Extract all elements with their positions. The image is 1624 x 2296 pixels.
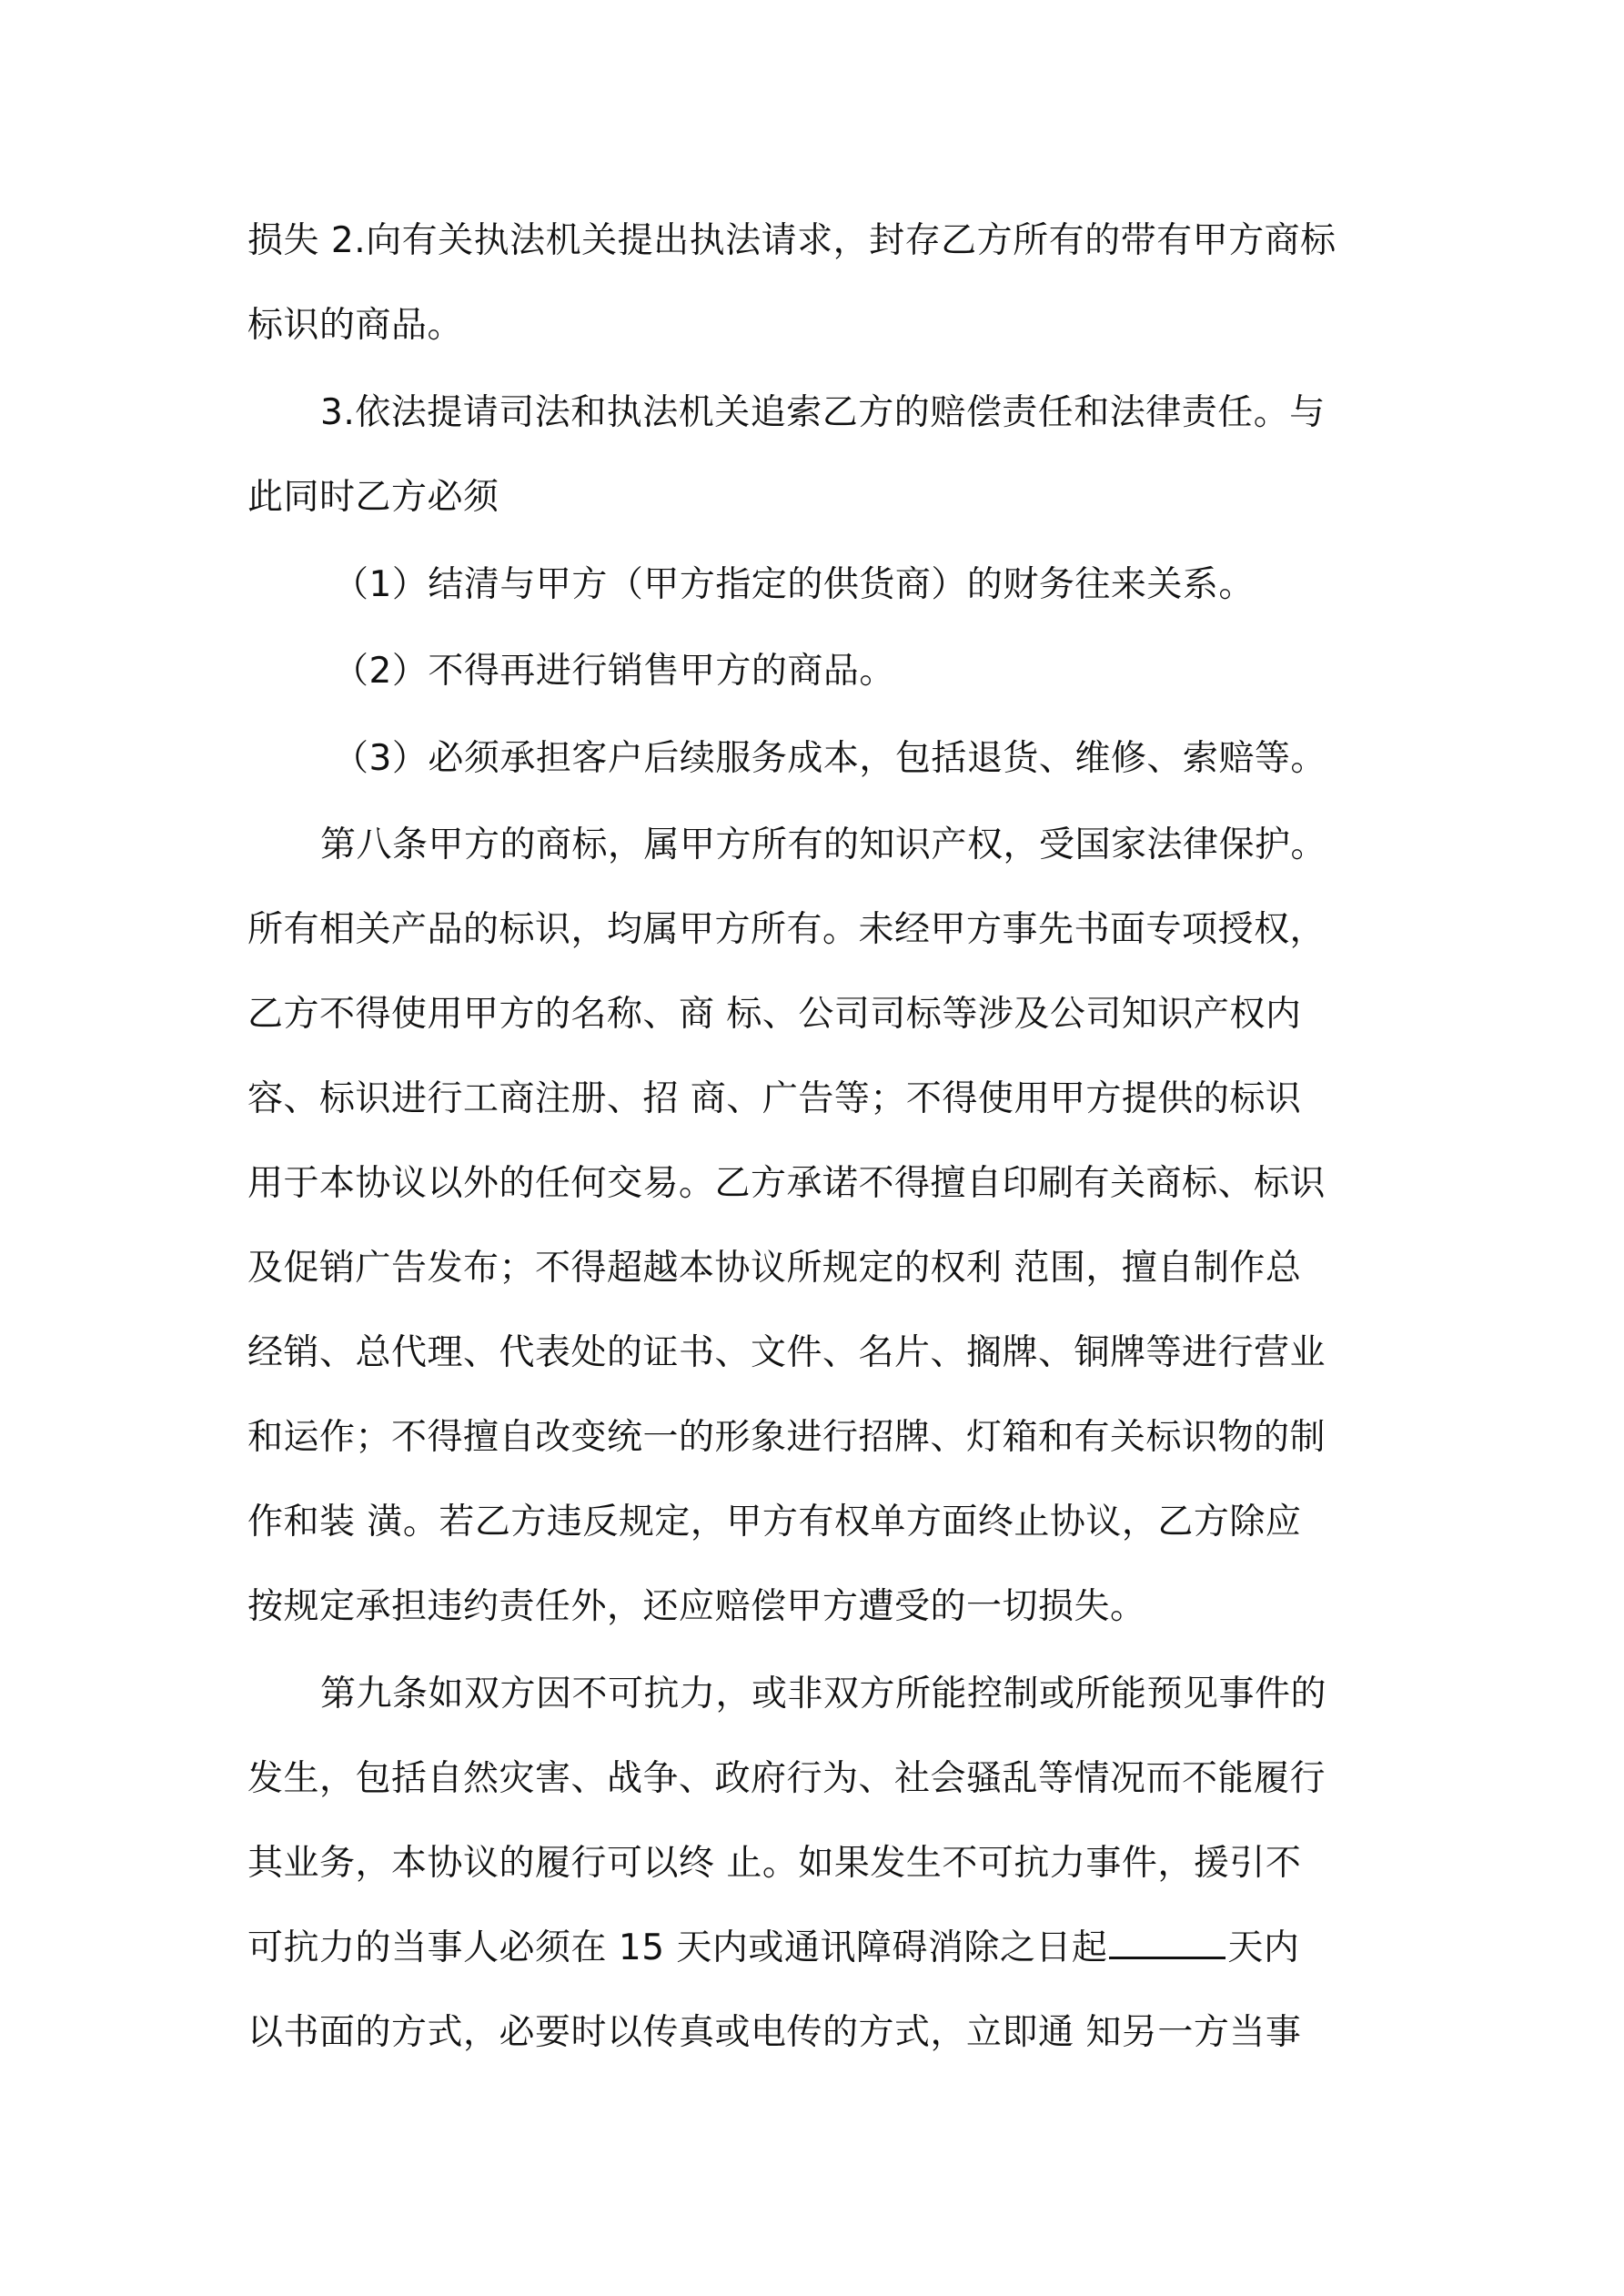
text-line: 容、标识进行工商注册、招 商、广告等；不得使用甲方提供的标识 [247,1078,1302,1119]
text-line: 以书面的方式，必要时以传真或电传的方式，立即通 知另一方当事 [247,2012,1302,2053]
text-line: 第九条如双方因不可抗力，或非双方所能控制或所能预见事件的 [320,1674,1327,1714]
text-line: 作和装 潢。若乙方违反规定，甲方有权单方面终止协议，乙方除应 [247,1502,1302,1542]
text-line: 及促销广告发布；不得超越本协议所规定的权利 范围，擅自制作总 [247,1248,1302,1289]
text-segment: 天内 [1227,1927,1300,1968]
text-line-with-blank [247,1912,1394,1985]
text-line: 所有相关产品的标识，均属甲方所有。未经甲方事先书面专项授权， [247,909,1326,950]
fill-in-blank [1109,1924,1226,1959]
text-line: 经销、总代理、代表处的证书、文件、名片、搁牌、铜牌等进行营业 [247,1332,1326,1373]
text-line: 损失 2.向有关执法机关提出执法请求，封存乙方所有的带有甲方商标 [247,220,1337,261]
list-item: （1）结清与甲方（甲方指定的供货商）的财务往来关系。 [333,564,1255,605]
list-item: （3）必须承担客户后续服务成本，包括退货、维修、索赔等。 [333,738,1326,779]
text-line: 此同时乙方必须 [247,477,499,518]
text-line: 第八条甲方的商标，属甲方所有的知识产权，受国家法律保护。 [320,824,1327,865]
text-line: 按规定承担违约责任外，还应赔偿甲方遭受的一切损失。 [247,1586,1146,1627]
text-line: 其业务，本协议的履行可以终 止。如果发生不可抗力事件，援引不 [247,1843,1302,1884]
text-line: 乙方不得使用甲方的名称、商 标、公司司标等涉及公司知识产权内 [247,994,1302,1035]
text-line: 和运作；不得擅自改变统一的形象进行招牌、灯箱和有关标识物的制 [247,1417,1326,1458]
text-segment: 可抗力的当事人必须在 15 天内或通讯障碍消除之日起 [247,1927,1108,1968]
text-line: 发生，包括自然灾害、战争、政府行为、社会骚乱等情况而不能履行 [247,1758,1326,1799]
text-line: 3.依法提请司法和执法机关追索乙方的赔偿责任和法律责任。与 [320,392,1326,433]
text-line: 标识的商品。 [247,305,464,346]
text-line: 用于本协议以外的任何交易。乙方承诺不得擅自印刷有关商标、标识 [247,1163,1326,1204]
list-item: （2）不得再进行销售甲方的商品。 [333,651,895,692]
